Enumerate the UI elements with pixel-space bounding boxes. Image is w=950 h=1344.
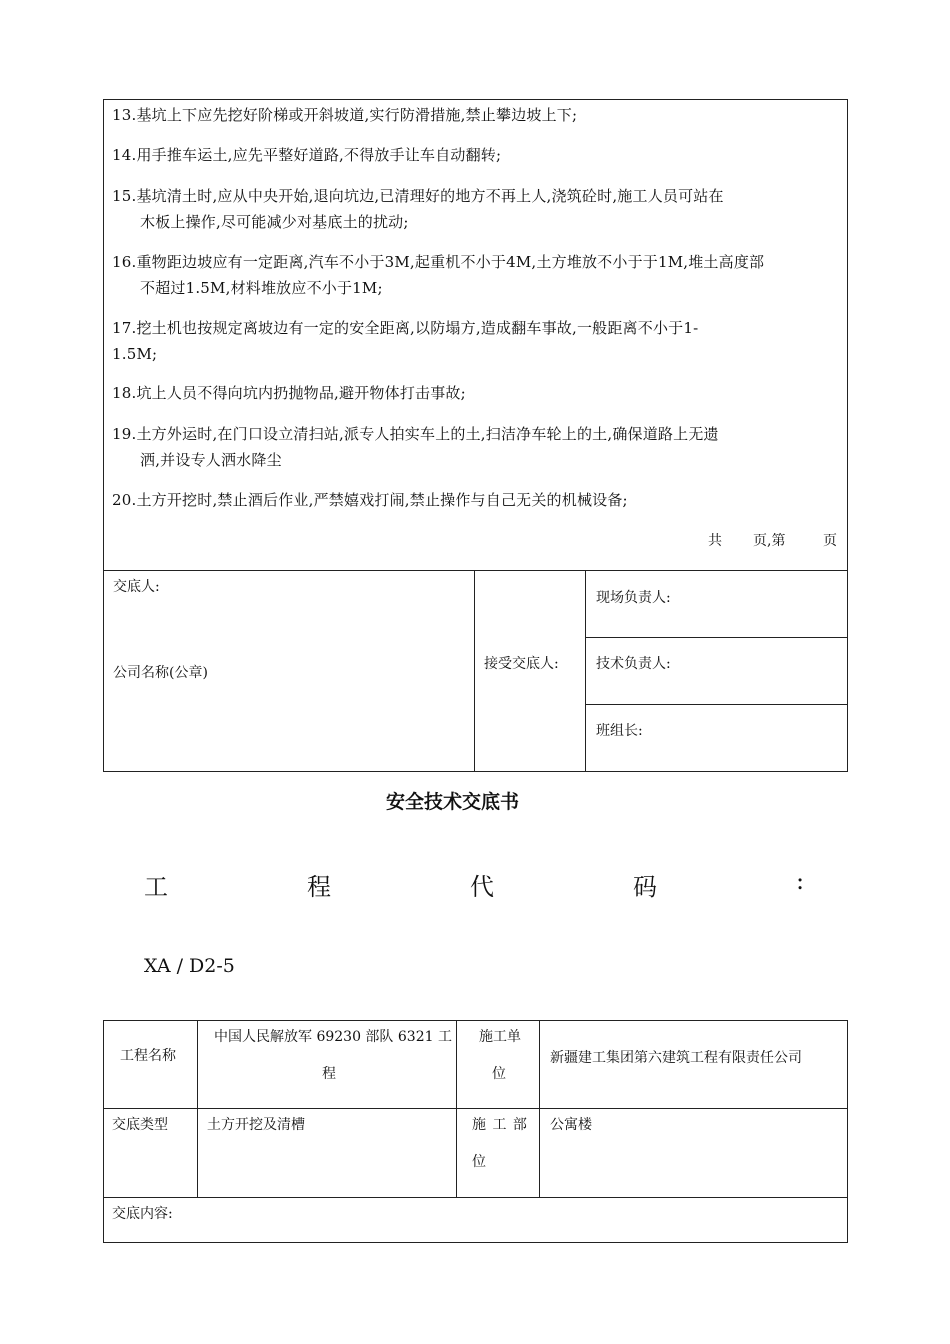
briefing-type-label: 交底类型 (112, 1117, 168, 1133)
list-item: 19.土方外运时,在门口设立清扫站,派专人拍实车上的土,扫洁净车轮上的土,确保道路上无遗 洒,并设专人洒水降尘 (112, 425, 719, 469)
construction-part-value: 公寓楼 (550, 1117, 592, 1133)
briefing-content-label: 交底内容: (112, 1206, 173, 1222)
project-code-char: 工 (144, 873, 168, 901)
list-item: 14.用手推车运土,应先平整好道路,不得放手让车自动翻转; (112, 146, 502, 164)
project-code-value: XA / D2-5 (144, 955, 235, 977)
project-name-label: 工程名称 (120, 1048, 176, 1064)
project-code-char: : (796, 867, 805, 895)
construction-part-label-cont: 位 (472, 1154, 486, 1170)
list-item: 20.土方开挖时,禁止酒后作业,严禁嬉戏打闹,禁止操作与自己无关的机械设备; (112, 491, 628, 509)
list-item: 15.基坑清土时,应从中央开始,退向坑边,已清理好的地方不再上人,浇筑砼时,施工人员可站在 木板上操作,尽可能减少对基底土的扰动; (112, 187, 724, 231)
contractor-label-cont: 位 (492, 1066, 506, 1082)
col-divider (585, 570, 586, 772)
col-divider (197, 1020, 198, 1197)
receiver-label: 接受交底人: (484, 656, 559, 672)
row-divider (103, 1108, 848, 1109)
page-title: 安全技术交底书 (386, 791, 520, 813)
page-count-total: 共 (708, 533, 722, 549)
col-divider (456, 1020, 457, 1197)
project-name-value-cont: 程 (322, 1066, 336, 1082)
page-count-label: 页,第 (753, 533, 786, 549)
project-code-char: 代 (470, 873, 494, 901)
contractor-label: 施工单 (479, 1029, 521, 1045)
project-name-value: 中国人民解放军 69230 部队 6321 工 (214, 1029, 452, 1045)
page-count-current: 页 (823, 533, 837, 549)
col-divider (474, 570, 475, 772)
contractor-value: 新疆建工集团第六建筑工程有限责任公司 (550, 1050, 802, 1066)
row-divider (103, 1197, 848, 1198)
briefing-type-value: 土方开挖及清槽 (207, 1117, 305, 1133)
company-name-label: 公司名称(公章) (113, 665, 208, 681)
team-leader-label: 班组长: (596, 723, 643, 739)
project-code-char: 码 (633, 873, 657, 901)
tech-manager-label: 技术负责人: (596, 656, 671, 672)
construction-part-label: 施 工 部 (472, 1117, 528, 1133)
col-divider (539, 1020, 540, 1197)
list-item: 18.坑上人员不得向坑内扔抛物品,避开物体打击事故; (112, 384, 466, 402)
list-item: 17.挖土机也按规定离坡边有一定的安全距离,以防塌方,造成翻车事故,一般距离不小于1- 1.5M; (112, 319, 699, 363)
list-item: 16.重物距边坡应有一定距离,汽车不小于3M,起重机不小于4M,土方堆放不小于于1M,堆土高度部 不超过1.5M,材料堆放应不小于1M; (112, 253, 765, 297)
briefer-label: 交底人: (113, 579, 160, 595)
list-item: 13.基坑上下应先挖好阶梯或开斜坡道,实行防滑措施,禁止攀边坡上下; (112, 106, 578, 124)
site-manager-label: 现场负责人: (596, 590, 671, 606)
row-divider (585, 637, 848, 638)
project-code-char: 程 (307, 873, 331, 901)
row-divider (585, 704, 848, 705)
row-divider (103, 570, 848, 571)
